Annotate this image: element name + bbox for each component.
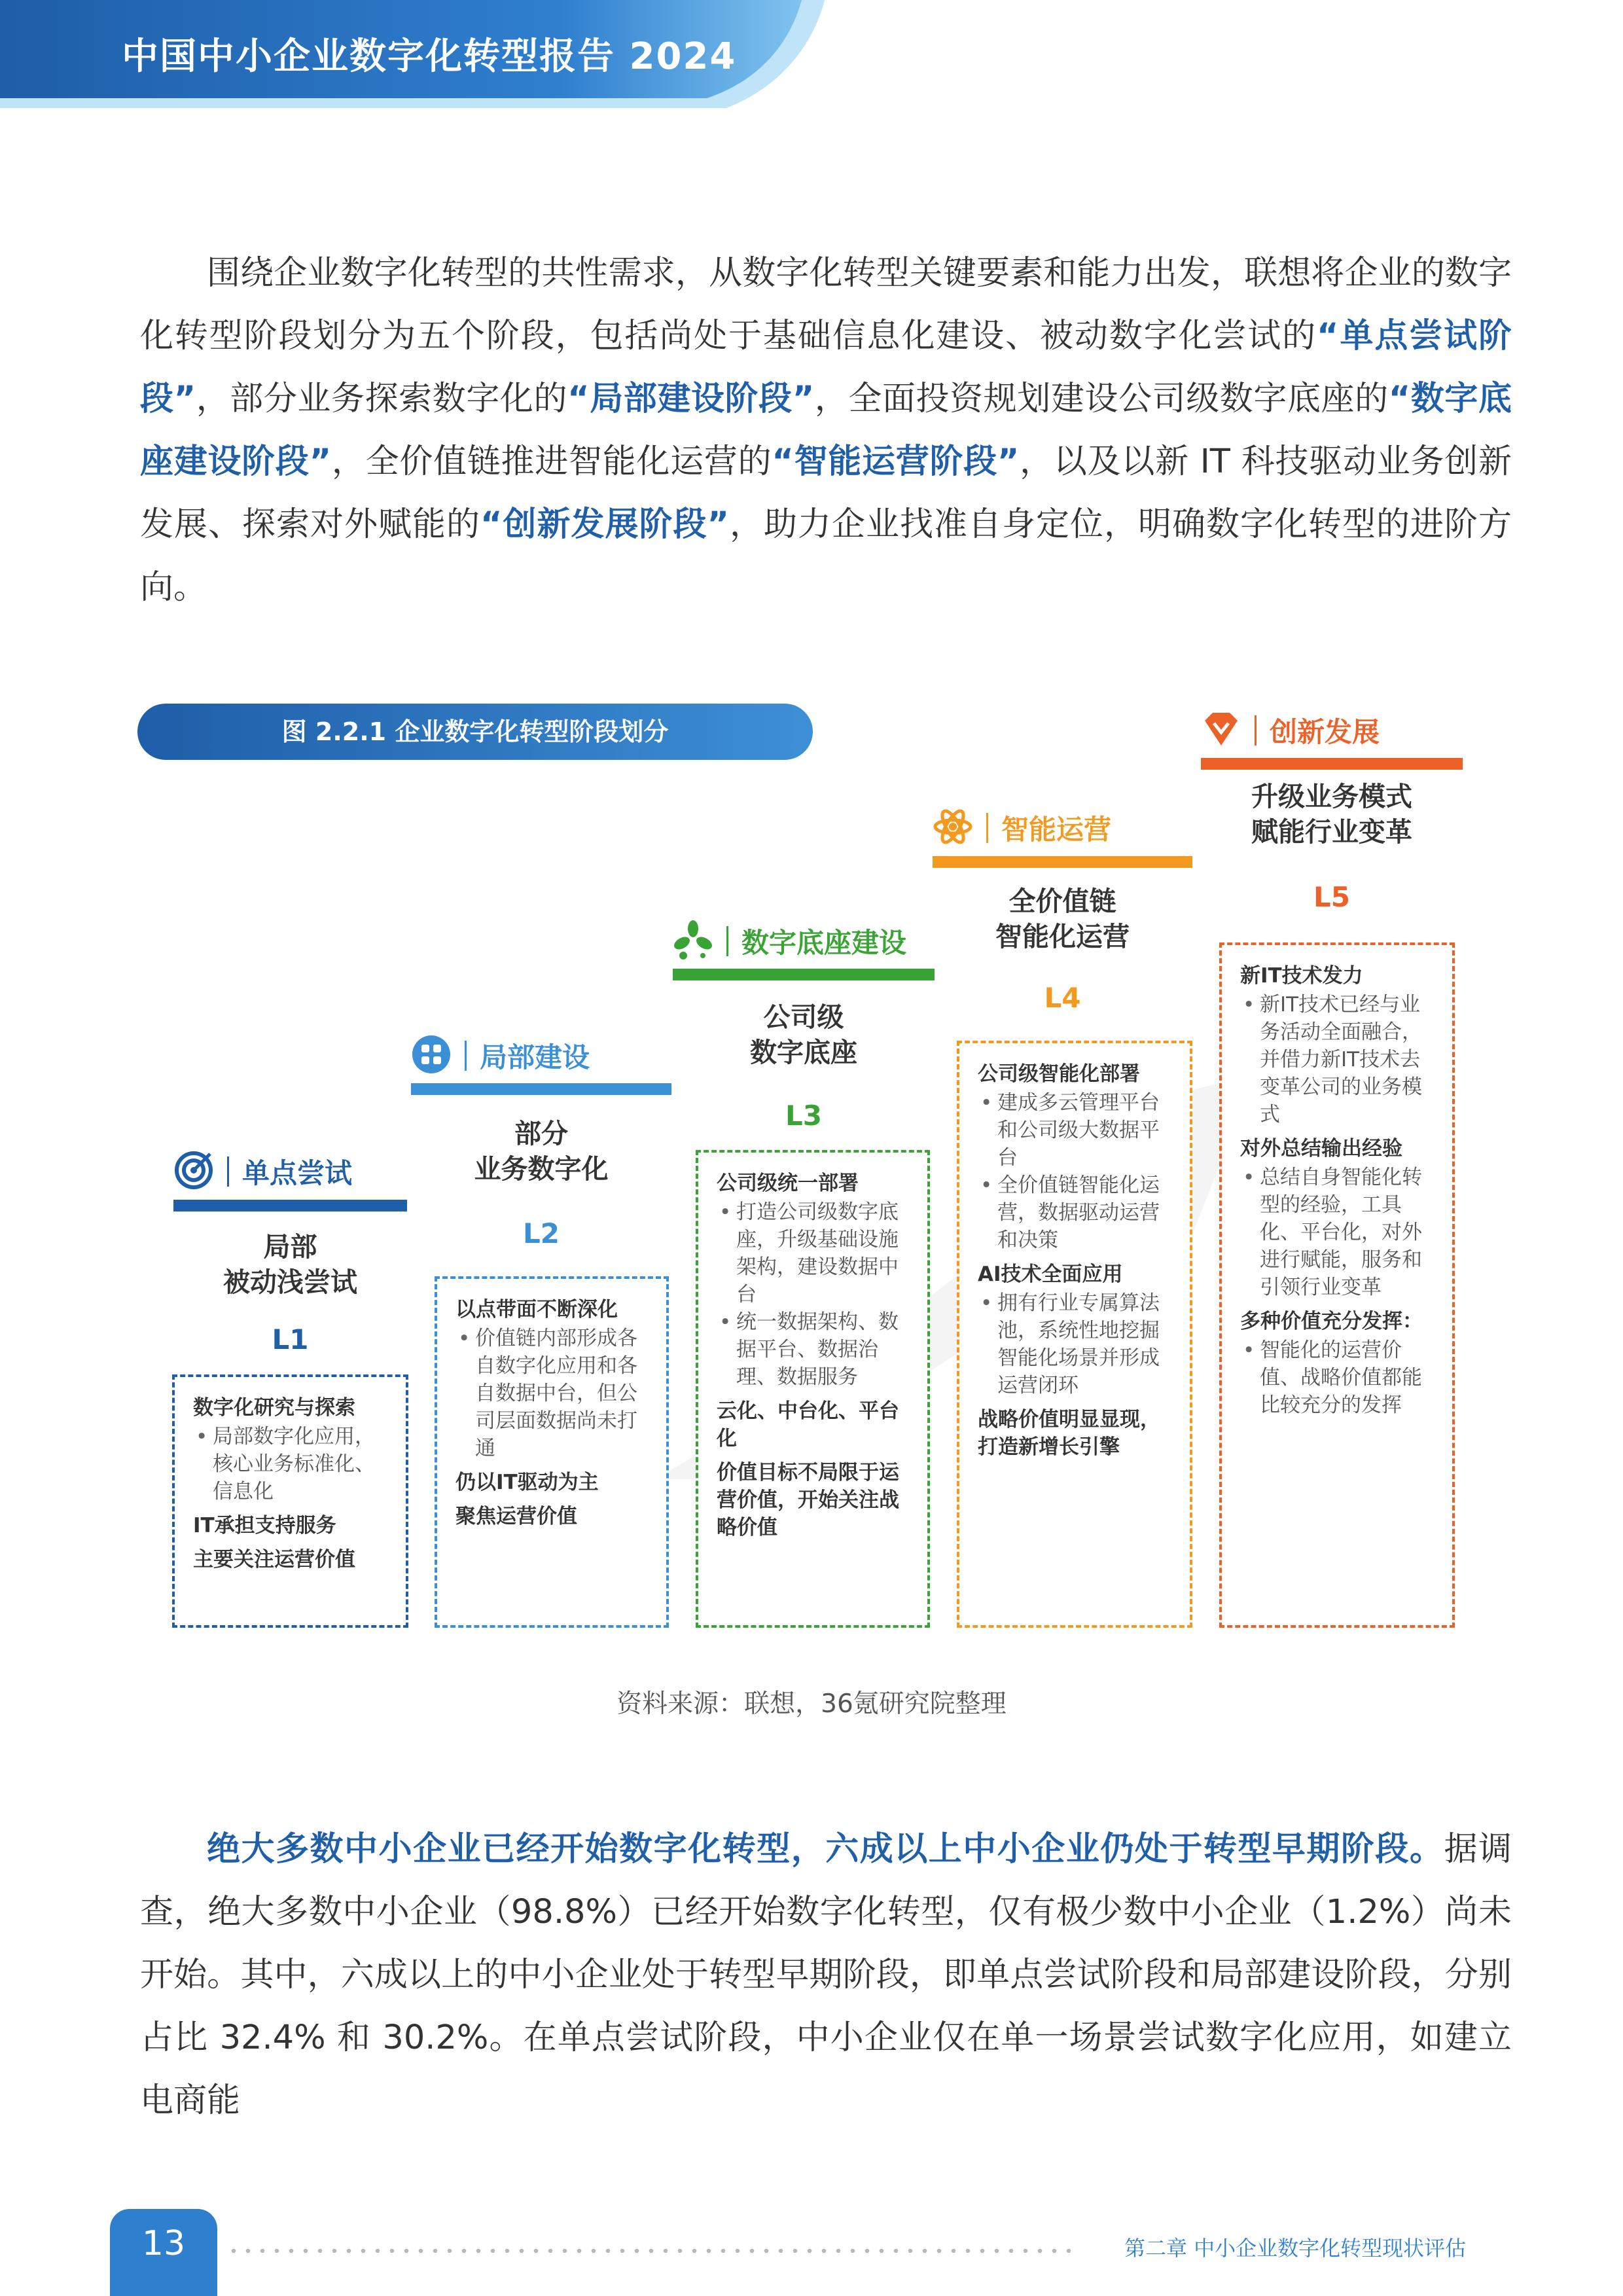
- detail-list: [978, 1089, 1177, 1254]
- stage-level: L2: [523, 1217, 560, 1249]
- stage-detail-box: [696, 1150, 930, 1628]
- stage-subtitle: [1201, 779, 1463, 850]
- detail-heading: 价值目标不局限于运营价值，开始关注战略价值: [717, 1461, 899, 1539]
- detail-heading: 数字化研究与探索: [193, 1396, 355, 1420]
- detail-heading: 公司级智能化部署: [978, 1062, 1140, 1086]
- detail-item: • 新IT技术已经与业务活动全面融合，并借力新IT技术去变革公司的业务模式: [1240, 991, 1439, 1128]
- diamond-icon: [1201, 709, 1241, 752]
- stage-subtitle-line: 升级业务模式: [1251, 781, 1412, 812]
- stage-subtitle-line: 部分: [514, 1118, 568, 1149]
- detail-heading: 以点带面不断深化: [455, 1298, 618, 1321]
- footer-dotted-line: [226, 2249, 1077, 2253]
- detail-heading: 公司级统一部署: [717, 1172, 859, 1195]
- stage-label: 创新发展: [1270, 716, 1380, 748]
- detail-item: • 统一数据架构、数据平台、数据治理、数据服务: [717, 1308, 914, 1391]
- detail-heading: 主要关注运营价值: [193, 1548, 355, 1571]
- detail-list: [1240, 1336, 1439, 1419]
- highlighted-phrase: “数字底座建设阶段”: [140, 380, 1512, 481]
- figure-title: 图 2.2.1 企业数字化转型阶段划分: [281, 717, 669, 746]
- paragraph-text: ，以及以新 IT 科技驱动业务创新发展、探索对外赋能的: [140, 442, 1512, 544]
- stage-subtitle: [673, 999, 935, 1070]
- stage-subtitle-line: 智能化运营: [995, 921, 1130, 952]
- detail-heading: 仍以IT驱动为主: [455, 1471, 599, 1494]
- highlighted-phrase: “局部建设阶段”: [567, 380, 815, 418]
- stage-subtitle: [411, 1116, 671, 1187]
- stage-header-divider: [986, 813, 988, 843]
- paragraph-text: 据调查，绝大多数中小企业（98.8%）已经开始数字化转型，仅有极少数中小企业（1.2%）尚未开始。其中，六成以上的中小企业处于转型早期阶段，即单点尝试阶段和局部建设阶段，分别占比 32.4% 和 30.2%。在单点尝试阶段，中小企业仅在单一场景尝试数字化应用，如建立电商能: [140, 1830, 1512, 2120]
- stage-subtitle-line: 赋能行业变革: [1251, 816, 1412, 848]
- detail-heading: 对外总结输出经验: [1240, 1137, 1402, 1160]
- detail-heading: 聚焦运营价值: [455, 1505, 577, 1528]
- target-icon: [173, 1150, 214, 1193]
- highlighted-phrase: “创新发展阶段”: [480, 505, 730, 544]
- stage-bar: [411, 1083, 671, 1095]
- paragraph-text: ，全面投资规划建设公司级数字底座的: [814, 380, 1389, 418]
- detail-list: [717, 1198, 914, 1391]
- highlighted-phrase: 绝大多数中小企业已经开始数字化转型，六成以上中小企业仍处于转型早期阶段。: [207, 1830, 1444, 1869]
- stage-subtitle-line: 局部: [263, 1231, 317, 1263]
- stage-header: [1201, 709, 1380, 752]
- detail-heading: 云化、中台化、平台化: [717, 1399, 899, 1450]
- stage-level: L5: [1313, 881, 1350, 913]
- detail-heading: IT承担支持服务: [193, 1514, 336, 1537]
- paragraph-text: ，部分业务探索数字化的: [196, 380, 568, 418]
- detail-heading: AI技术全面应用: [978, 1263, 1123, 1286]
- stage-header-divider: [227, 1157, 229, 1187]
- stage-subtitle-line: 被动浅尝试: [223, 1266, 357, 1298]
- report-title: 中国中小企业数字化转型报告 2024: [122, 35, 737, 78]
- stage-detail-box: [1219, 942, 1455, 1628]
- stage-level: L3: [785, 1100, 822, 1132]
- detail-item: • 总结自身智能化转型的经验，工具化、平台化，对外进行赋能，服务和引领行业变革: [1240, 1164, 1439, 1301]
- paragraph-text: ，全价值链推进智能化运营的: [331, 442, 772, 481]
- detail-list: [193, 1423, 393, 1505]
- stage-subtitle: [933, 884, 1192, 954]
- stage-bar: [1201, 758, 1463, 770]
- highlighted-phrase: “智能运营阶段”: [772, 442, 1020, 481]
- stage-detail-box: [435, 1276, 669, 1628]
- detail-heading: 新IT技术发力: [1240, 964, 1363, 988]
- highlighted-phrase: “单点尝试阶段”: [140, 317, 1512, 418]
- detail-item: • 价值链内部形成各自数字化应用和各自数据中台，但公司层面数据尚未打通: [455, 1325, 653, 1462]
- stage-subtitle-line: 数字底座: [750, 1037, 857, 1068]
- detail-item: • 拥有行业专属算法池，系统性地挖掘智能化场景并形成运营闭环: [978, 1289, 1177, 1399]
- detail-list: [455, 1325, 653, 1462]
- stage-subtitle-line: 公司级: [763, 1001, 844, 1033]
- stage-label: 局部建设: [480, 1041, 590, 1073]
- figure-source: 资料来源：联想，36氪研究院整理: [616, 1689, 1007, 1719]
- detail-heading: 战略价值明显显现，打造新增长引擎: [978, 1408, 1160, 1459]
- detail-list: [1240, 1164, 1439, 1301]
- stage-header-divider: [726, 926, 728, 956]
- page-number: 13: [141, 2224, 186, 2263]
- stage-header: [933, 806, 1111, 850]
- stage-bar: [173, 1200, 407, 1211]
- paragraph-text: 围绕企业数字化转型的共性需求，从数字化转型关键要素和能力出发，联想将企业的数字化转型阶段划分为五个阶段，包括尚处于基础信息化建设、被动数字化尝试的: [140, 254, 1512, 355]
- stage-bar: [933, 856, 1192, 868]
- grid-icon: [411, 1034, 452, 1077]
- stage-subtitle: [173, 1229, 407, 1300]
- stage-header: [173, 1150, 352, 1193]
- stage-subtitle-line: 业务数字化: [474, 1153, 609, 1185]
- detail-item: • 打造公司级数字底座，升级基础设施架构，建设数据中台: [717, 1198, 914, 1308]
- paragraph-text: ，助力企业找准自身定位，明确数字化转型的进阶方向。: [140, 505, 1512, 607]
- stage-detail-box: [957, 1041, 1192, 1628]
- stage-level: L4: [1044, 982, 1081, 1014]
- stage-label: 智能运营: [1001, 814, 1112, 846]
- stage-detail-box: [172, 1374, 408, 1628]
- detail-item: • 局部数字化应用，核心业务标准化、信息化: [193, 1423, 393, 1505]
- stage-header: [673, 920, 906, 963]
- stage-header-divider: [1255, 715, 1257, 745]
- pinwheel-icon: [673, 920, 713, 963]
- stage-header: [411, 1034, 590, 1077]
- detail-item: • 智能化的运营价值、战略价值都能比较充分的发挥: [1240, 1336, 1439, 1419]
- chapter-footer: 第二章 中小企业数字化转型现状评估: [1124, 2236, 1467, 2261]
- stage-label: 单点尝试: [242, 1157, 353, 1189]
- detail-list: [1240, 991, 1439, 1128]
- detail-list: [978, 1289, 1177, 1399]
- stage-label: 数字底座建设: [741, 927, 907, 959]
- stage-bar: [673, 969, 935, 980]
- stage-level: L1: [272, 1323, 309, 1355]
- detail-item: • 建成多云管理平台和公司级大数据平台: [978, 1089, 1177, 1172]
- stage-subtitle-line: 全价值链: [1008, 886, 1116, 917]
- stage-header-divider: [465, 1041, 467, 1071]
- detail-heading: 多种价值充分发挥：: [1240, 1310, 1423, 1333]
- atom-icon: [933, 806, 973, 850]
- findings-paragraph: [140, 1818, 1512, 2132]
- detail-item: • 全价值链智能化运营，数据驱动运营和决策: [978, 1172, 1177, 1254]
- intro-paragraph: [140, 242, 1512, 619]
